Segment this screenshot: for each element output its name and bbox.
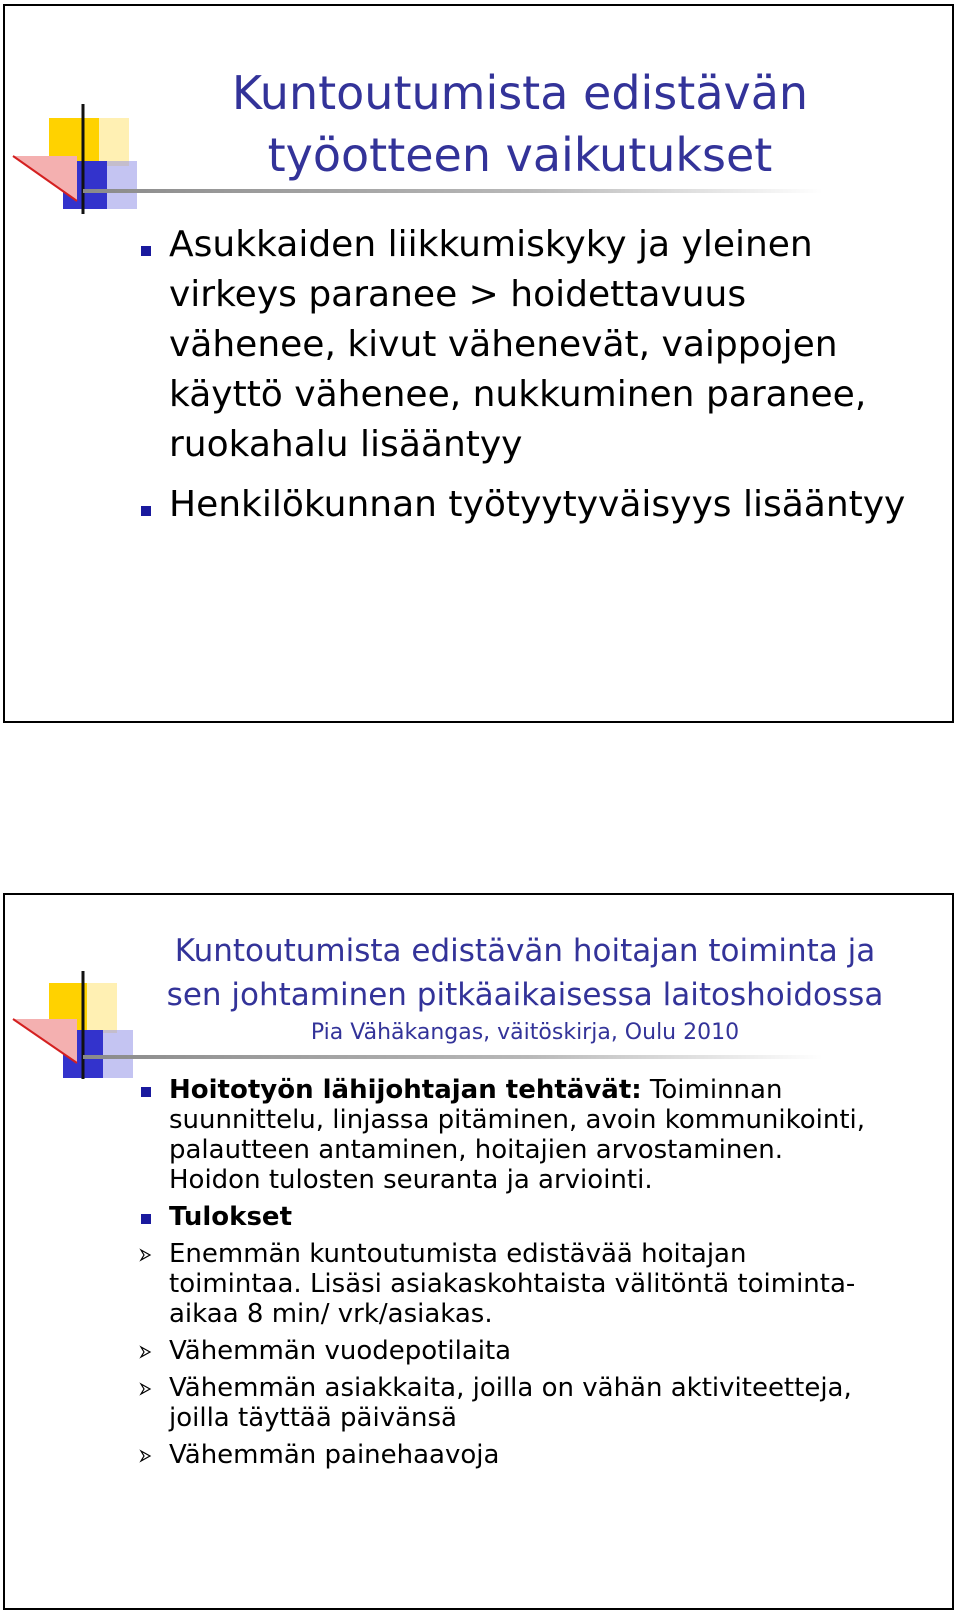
bullet-text-line: Enemmän kuntoutumista edistävää hoitajan — [169, 1239, 747, 1269]
title-line: Kuntoutumista edistävän hoitajan toiminta ja — [174, 933, 876, 969]
square-bullet-icon — [141, 246, 151, 256]
square-bullet-icon — [141, 1087, 151, 1097]
arrow-bullet-icon — [139, 1382, 153, 1396]
slide-subtitle: Pia Vähäkangas, väitöskirja, Oulu 2010 — [310, 1020, 740, 1045]
list-item — [135, 1239, 945, 1329]
list-item — [135, 220, 935, 470]
bullet-text-line: ruokahalu lisääntyy — [169, 424, 523, 465]
bullet-list — [135, 1075, 945, 1470]
arrow-bullet-icon — [139, 1248, 153, 1262]
list-item — [135, 1336, 945, 1366]
bullet-text-line: vähenee, kivut vähenevät, vaippojen — [169, 324, 838, 365]
list-item — [135, 480, 935, 530]
title-line: työotteen vaikutukset — [267, 128, 773, 182]
bullet-text-line: suunnittelu, linjassa pitäminen, avoin kommunikointi, — [169, 1105, 866, 1135]
list-item — [135, 1202, 945, 1232]
bullet-text-line: Vähemmän painehaavoja — [169, 1440, 500, 1470]
slide-1 — [3, 4, 954, 723]
bullet-text-line: palautteen antaminen, hoitajien arvostaminen. — [169, 1135, 784, 1165]
bullet-text: Toiminnan — [641, 1075, 783, 1105]
bullet-text-line: käyttö vähenee, nukkuminen paranee, — [169, 374, 867, 415]
bullet-text-line: Vähemmän asiakkaita, joilla on vähän aktiviteetteja, — [169, 1373, 852, 1403]
bullet-text-line: Asukkaiden liikkumiskyky ja yleinen — [169, 224, 813, 265]
bullet-text-line: Vähemmän vuodepotilaita — [169, 1336, 512, 1366]
arrow-bullet-icon — [139, 1345, 153, 1359]
bullet-text-line: joilla täyttää päivänsä — [169, 1403, 457, 1433]
bullet-list — [135, 220, 935, 530]
slide-title — [125, 929, 925, 1017]
list-item — [135, 1075, 945, 1195]
bold-label: Hoitotyön lähijohtajan tehtävät: — [169, 1075, 642, 1105]
bullet-text-line: toimintaa. Lisäsi asiakaskohtaista välitöntä toiminta- — [169, 1269, 856, 1299]
title-divider — [83, 189, 823, 193]
bullet-text-line: Henkilökunnan työtyytyväisyys lisääntyy — [169, 484, 906, 525]
bold-label: Tulokset — [169, 1202, 292, 1232]
slide-2 — [3, 893, 954, 1610]
bullet-text-line: Hoidon tulosten seuranta ja arviointi. — [169, 1165, 653, 1195]
bullet-text-line: aikaa 8 min/ vrk/asiakas. — [169, 1299, 493, 1329]
title-divider — [83, 1055, 823, 1059]
square-bullet-icon — [141, 1214, 151, 1224]
slide-decoration-shapes-icon — [5, 895, 145, 1110]
title-line: Kuntoutumista edistävän — [231, 66, 809, 120]
square-bullet-icon — [141, 506, 151, 516]
title-line: sen johtaminen pitkäaikaisessa laitoshoidossa — [166, 977, 884, 1013]
bullet-text-line: virkeys paranee > hoidettavuus — [169, 274, 747, 315]
list-item — [135, 1373, 945, 1433]
slide-title — [140, 62, 900, 186]
list-item — [135, 1440, 945, 1470]
arrow-bullet-icon — [139, 1449, 153, 1463]
